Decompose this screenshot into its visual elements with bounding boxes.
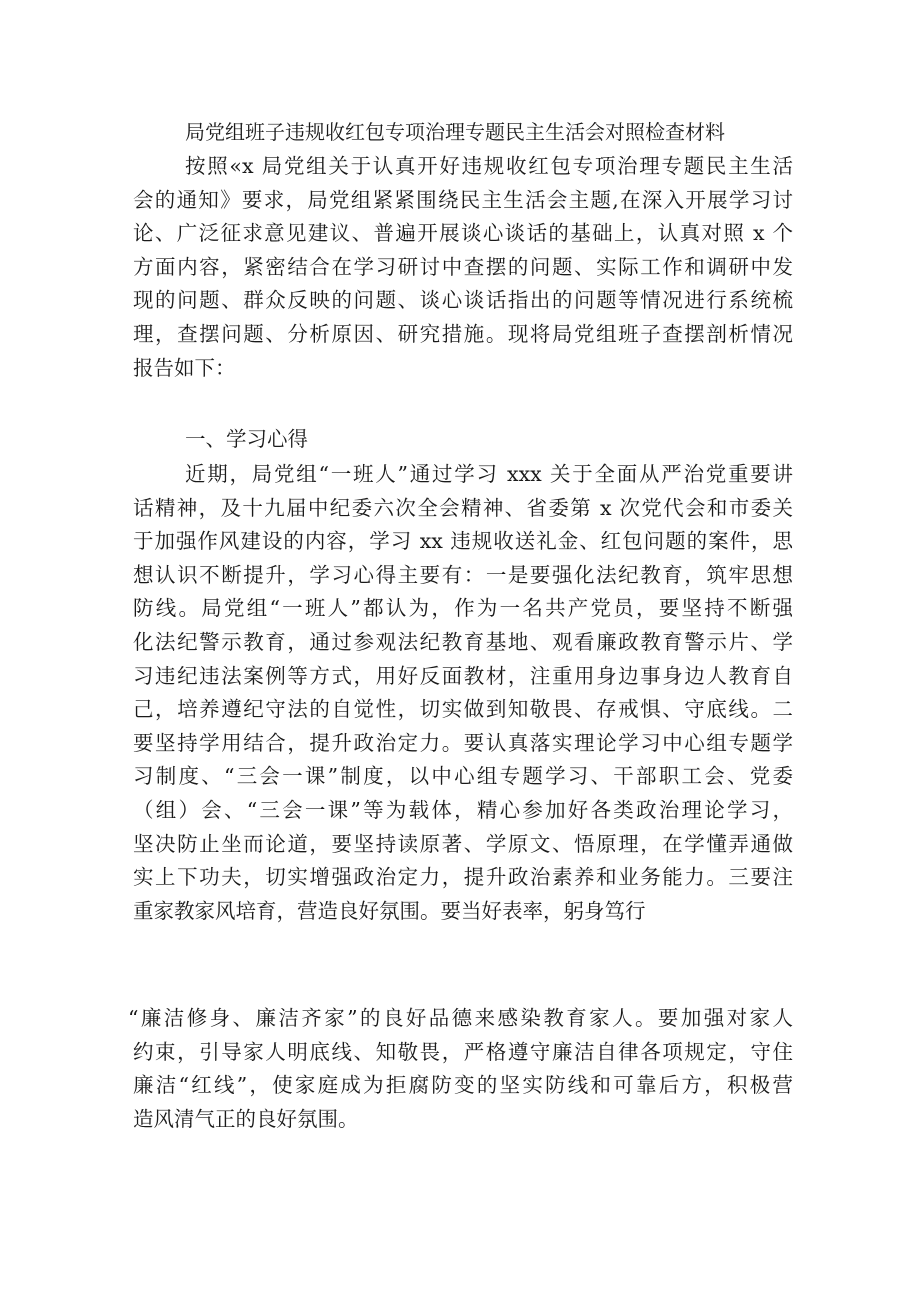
paragraph-line: 报告如下： (133, 355, 236, 380)
paragraph-line: 化法纪警示教育，通过参观法纪教育基地、观看廉政教育警示片、学 (133, 629, 793, 654)
continuation-paragraph (128, 1002, 793, 1136)
paragraph-line: 论、广泛征求意见建议、普遍开展谈心谈话的基础上，认真对照 x 个 (133, 221, 793, 246)
paragraph-line: 习违纪违法案例等方式，用好反面教材，注重用身边事身边人教育自 (133, 663, 793, 688)
paragraph-line: 方面内容，紧密结合在学习研讨中查摆的问题、实际工作和调研中发 (133, 254, 793, 279)
paragraph-line: 造风清气正的良好氛围。 (133, 1106, 359, 1131)
paragraph-line: 话精神，及十九届中纪委六次全会精神、省委第 x 次党代会和市委关 (133, 495, 793, 520)
paragraph-line: “廉洁修身、廉洁齐家”的良好品德来感染教育家人。要加强对家人 (128, 1006, 793, 1030)
paragraph-line: 会的通知》要求，局党组紧紧围绕民主生活会主题,在深入开展学习讨 (133, 187, 793, 212)
paragraph-line: （组）会、“三会一课”等为载体，精心参加好各类政治理论学习， (133, 797, 793, 822)
paragraph-line: 近期，局党组“一班人”通过学习 xxx 关于全面从严治党重要讲 (185, 462, 793, 486)
paragraph-line: 要坚持学用结合，提升政治定力。要认真落实理论学习中心组专题学 (133, 730, 793, 755)
paragraph-line: 重家教家风培育，营造良好氛围。要当好表率，躬身笃行 (133, 898, 646, 923)
body-paragraph (133, 458, 793, 928)
paragraph-line: 想认识不断提升，学习心得主要有：一是要强化法纪教育，筑牢思想 (133, 562, 793, 587)
paragraph-line: 廉洁“红线”，使家庭成为拒腐防变的坚实防线和可靠后方，积极营 (133, 1073, 793, 1098)
paragraph-line: 己，培养遵纪守法的自觉性，切实做到知敬畏、存戒惧、守底线。二 (133, 697, 793, 722)
document-title: 局党组班子违规收红包专项治理专题民主生活会对照检查材料 (185, 120, 725, 144)
paragraph-line: 按照«x 局党组关于认真开好违规收红包专项治理专题民主生活 (185, 154, 793, 178)
paragraph-line: 坚决防止坐而论道，要坚持读原著、学原文、悟原理，在学懂弄通做 (133, 831, 793, 856)
paragraph-line: 防线。局党组“一班人”都认为，作为一名共产党员，要坚持不断强 (133, 596, 793, 621)
paragraph-line: 理，查摆问题、分析原因、研究措施。现将局党组班子查摆剖析情况 (133, 321, 793, 346)
intro-paragraph (133, 150, 793, 385)
paragraph-line: 现的问题、群众反映的问题、谈心谈话指出的问题等情况进行系统梳 (133, 288, 793, 313)
paragraph-line: 实上下功夫，切实增强政治定力，提升政治素养和业务能力。三要注 (133, 865, 793, 890)
paragraph-line: 习制度、“三会一课”制度，以中心组专题学习、干部职工会、党委 (133, 764, 793, 789)
paragraph-line: 于加强作风建设的内容，学习 xx 违规收送礼金、红包问题的案件，思 (133, 529, 793, 554)
paragraph-line: 约束，引导家人明底线、知敬畏，严格遵守廉洁自律各项规定，守住 (133, 1039, 793, 1064)
section-heading: 一、学习心得 (185, 427, 308, 451)
